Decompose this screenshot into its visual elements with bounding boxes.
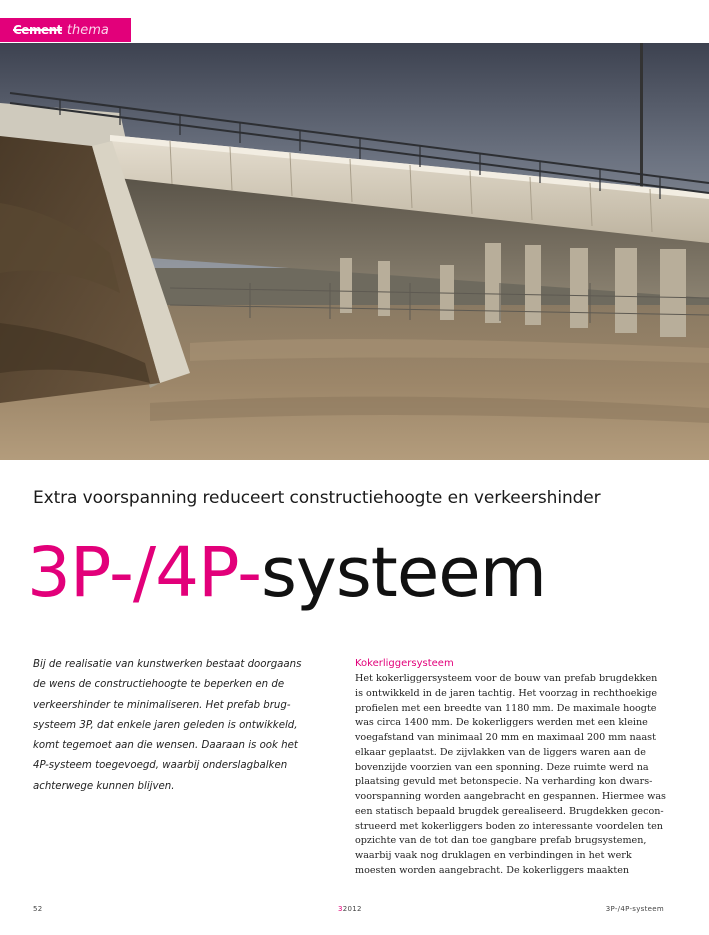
- body-line: plaatsing gevuld met betonspecie. Na verharding kon dwars-: [355, 776, 653, 788]
- article-subtitle: Extra voorspanning reduceert constructiehoogte en verkeershinder: [33, 488, 601, 508]
- body-line: strueerd met kokerliggers boden zo interessante voordelen ten: [355, 820, 663, 832]
- issue-year: 2012: [342, 905, 362, 913]
- issue-num: 3: [338, 905, 343, 913]
- body-line: bovenzijde voorzien van een sponning. Deze ruimte werd na: [355, 761, 649, 773]
- magazine-logo: Cement: [13, 23, 62, 37]
- body-text: [355, 672, 680, 879]
- body-line: voegafstand van minimaal 20 mm en maximaal 200 mm naast: [355, 732, 656, 743]
- body-line: moesten worden aangebracht. De kokerliggers maakten: [355, 864, 630, 876]
- running-title: 3P-/4P-systeem: [605, 905, 664, 913]
- body-line: was circa 1400 mm. De kokerliggers werden met een kleine: [355, 717, 648, 729]
- body-line: profielen met een breedte van 1180 mm. De maximale hoogte: [355, 702, 657, 714]
- title-accent: 3P-/4P-: [27, 533, 262, 613]
- bridge-photo: [0, 43, 709, 460]
- body-line: opzichte van de tot dan toe gangbare prefab brugsystemen,: [355, 835, 647, 847]
- body-line: waarbij vaak nog druklagen en verbindingen in het werk: [355, 850, 632, 861]
- body-line: elkaar geplaatst. De zijvlakken van de liggers waren aan de: [355, 746, 646, 758]
- section-label: thema: [66, 22, 109, 38]
- section-heading: Kokerliggersysteem: [355, 658, 454, 669]
- article-body: [355, 657, 680, 879]
- body-line: voorspanning worden aangebracht en gespannen. Hiermee was: [355, 791, 666, 802]
- issue-number: [338, 905, 362, 913]
- title-rest: systeem: [261, 533, 546, 613]
- article-title: [27, 528, 546, 618]
- section-tag: [0, 18, 131, 42]
- body-line: een statisch bepaald brugdek gerealiseerd. Brugdekken gecon-: [355, 805, 664, 817]
- body-line: is ontwikkeld in de jaren tachtig. Het voorzag in rechthoekige: [355, 687, 658, 699]
- body-line: Het kokerliggersysteem voor de bouw van prefab brugdekken: [355, 673, 658, 684]
- article-intro: [33, 655, 308, 797]
- intro-text: Bij de realisatie van kunstwerken bestaat doorgaans de wens de constructiehoogte te beperken en de verkeershinder te minimaliseren. Het prefab brug-systeem 3P, dat enkele jaren geleden is ontwikkeld, komt tegemoet aan die wensen. Daaraan is ook het 4P-systeem toegevoegd, waarbij onderslagbalken achterwege kunnen blijven.: [33, 659, 302, 792]
- page-number: 52: [33, 905, 43, 913]
